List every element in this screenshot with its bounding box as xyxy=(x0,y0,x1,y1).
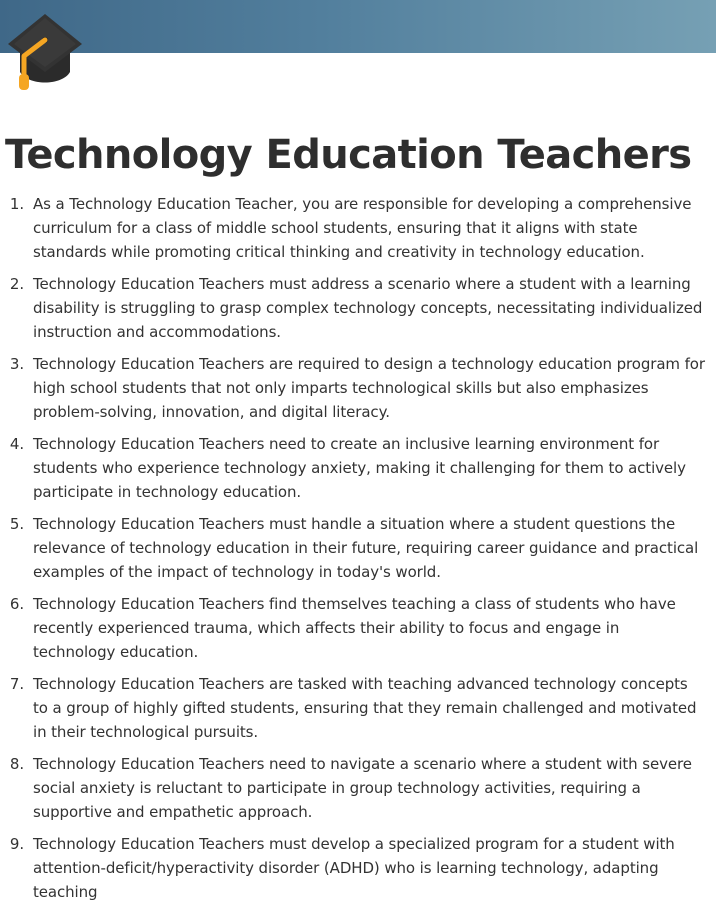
list-item-text: As a Technology Education Teacher, you are responsible for developing a comprehensive curriculum for a class of middle school students, ensuring that it aligns with state standards while promoting critical thinking and creativity in technology education. xyxy=(33,195,692,261)
list-item-number: 2. xyxy=(9,275,24,293)
list-item-number: 6. xyxy=(9,595,24,613)
list-item xyxy=(0,672,716,744)
list-item xyxy=(0,192,716,264)
list-item xyxy=(0,752,716,824)
list-item-number: 3. xyxy=(9,355,24,373)
header-banner xyxy=(0,0,716,53)
list-item xyxy=(0,432,716,504)
list-item-text: Technology Education Teachers are required to design a technology education program for high school students that not only imparts technological skills but also emphasizes problem-solving, innovation, and digital literacy. xyxy=(33,355,705,421)
page-title: Technology Education Teachers xyxy=(5,132,692,178)
list-item-number: 7. xyxy=(9,675,24,693)
requirements-list xyxy=(0,192,716,912)
list-item-number: 5. xyxy=(9,515,24,533)
list-item xyxy=(0,272,716,344)
list-item-number: 1. xyxy=(9,195,24,213)
list-item-text: Technology Education Teachers must address a scenario where a student with a learning disability is struggling to grasp complex technology concepts, necessitating individualized instruction and accommodations. xyxy=(33,275,703,341)
list-item xyxy=(0,352,716,424)
list-item-number: 8. xyxy=(9,755,24,773)
list-item-text: Technology Education Teachers find themselves teaching a class of students who have recently experienced trauma, which affects their ability to focus and engage in technology education. xyxy=(33,595,676,661)
list-item xyxy=(0,592,716,664)
graduation-cap-icon xyxy=(4,10,86,92)
list-item-text: Technology Education Teachers are tasked with teaching advanced technology concepts to a group of highly gifted students, ensuring that they remain challenged and motivated in their technological pursuits. xyxy=(33,675,697,741)
list-item-number: 9. xyxy=(9,835,24,853)
list-item-text: Technology Education Teachers need to navigate a scenario where a student with severe social anxiety is reluctant to participate in group technology activities, requiring a supportive and empathetic approach. xyxy=(33,755,692,821)
list-item xyxy=(0,512,716,584)
list-item-number: 4. xyxy=(9,435,24,453)
list-item-text: Technology Education Teachers need to create an inclusive learning environment for students who experience technology anxiety, making it challenging for them to actively participate in technology education. xyxy=(33,435,686,501)
list-item-text: Technology Education Teachers must develop a specialized program for a student with attention-deficit/hyperactivity disorder (ADHD) who is learning technology, adapting teaching xyxy=(33,835,675,901)
list-item-text: Technology Education Teachers must handle a situation where a student questions the relevance of technology education in their future, requiring career guidance and practical examples of the impact of technology in today's world. xyxy=(33,515,699,581)
list-item xyxy=(0,832,716,904)
